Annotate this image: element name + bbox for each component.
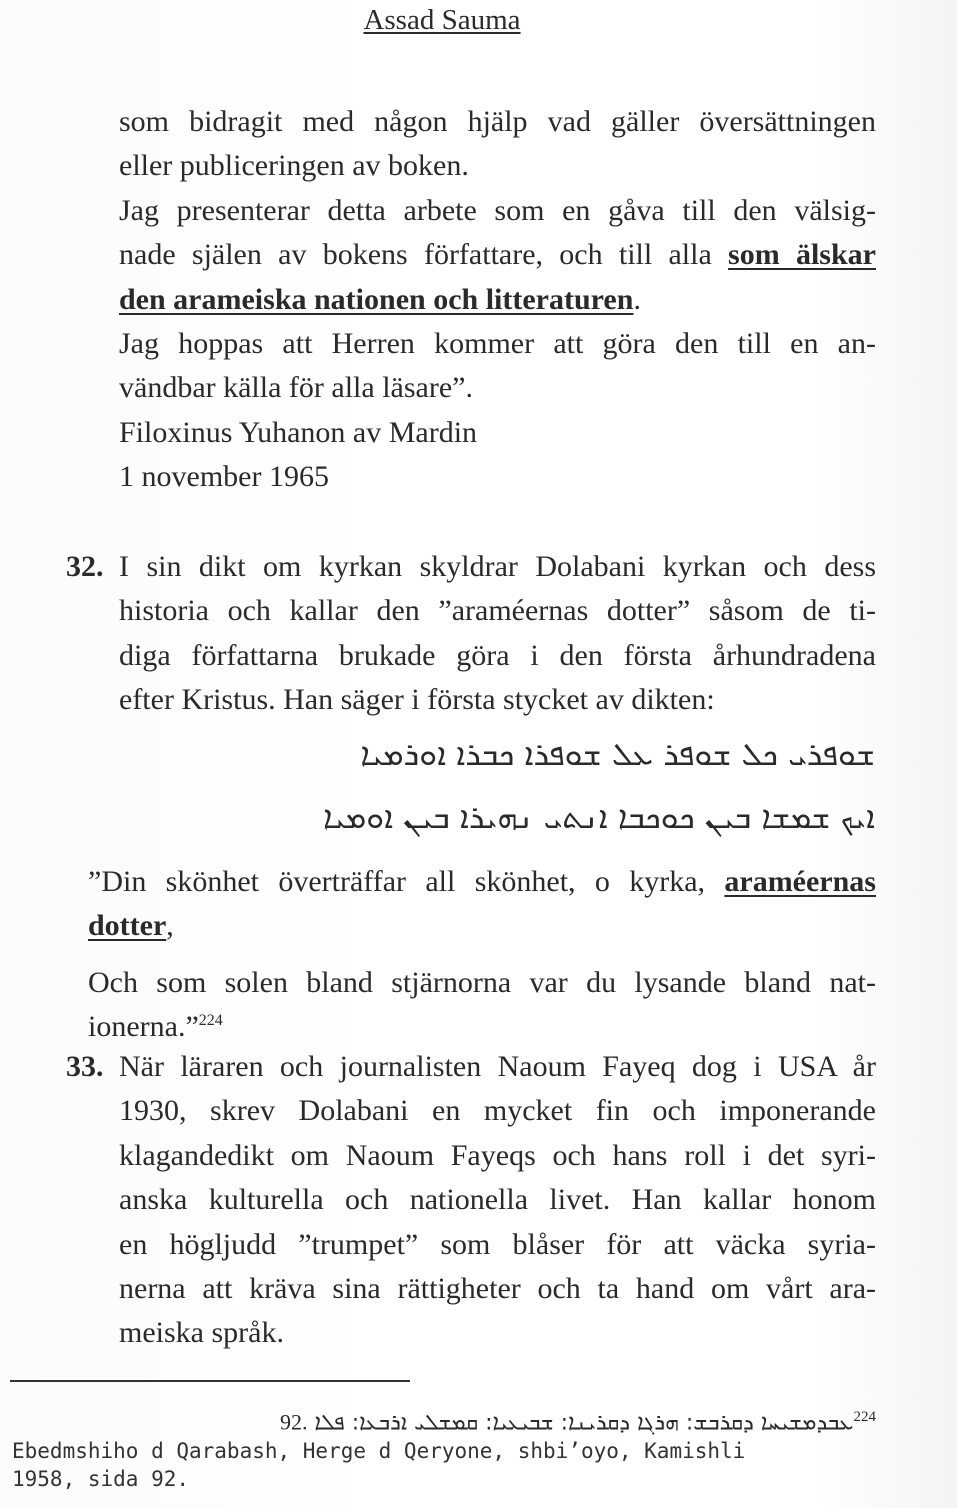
text-line: klagandedikt om Naoum Fayeqs och hans roll i det syri- <box>119 1138 876 1172</box>
text-line: anska kulturella och nationella livet. Han kallar honom <box>119 1183 876 1217</box>
text-line: historia och kallar den ”araméernas dotter” såsom de ti- <box>119 594 876 628</box>
running-head <box>0 2 884 38</box>
text-line: 1930, skrev Dolabani en mycket fin och imponerande <box>119 1094 876 1128</box>
text-line: eller publiceringen av boken. <box>119 149 469 183</box>
footnote-number: 224 <box>853 1409 876 1425</box>
text-line: som bidragit med någon hjälp vad gäller översättningen <box>119 105 876 138</box>
footnote-syriac-text: ܥܒܕܡܫܝܚܐ ܕܩܪܒܫ: ܗܪܓܐ ܕܩܪܝܢܐ: ܫܒܝܥܝܐ: ܩܡܫܠܝ ܐܪܒܥܐ: ܦܠܐ <box>314 1410 854 1436</box>
emphasis-underlined: den arameiska nationen och litteraturen <box>119 282 634 316</box>
footnote-divider <box>10 1380 410 1382</box>
text-line: När läraren och journalisten Naoum Fayeq dog i USA år <box>119 1050 876 1083</box>
text-line <box>88 904 876 948</box>
text-line: efter Kristus. Han säger i första stycket av dikten: <box>119 683 715 717</box>
item-32-paragraph <box>119 545 876 723</box>
text-fragment: ionerna.” <box>88 1010 199 1044</box>
intro-paragraph <box>119 100 876 500</box>
item-33-paragraph <box>119 1045 876 1356</box>
text-fragment: ”Din skönhet överträffar all skönhet, o kyrka, <box>88 865 725 898</box>
footnote-line: 1958, sida 92. <box>12 1467 190 1491</box>
text-line: Jag hoppas att Herren kommer att göra den till en an- <box>119 326 876 360</box>
item-number: 32. <box>66 550 104 583</box>
text-line: Jag presenterar detta arbete som en gåva till den välsig- <box>119 193 876 227</box>
running-title: Assad Sauma <box>363 4 521 36</box>
signature-date: 1 november 1965 <box>119 460 329 494</box>
emphasis-underlined: araméernas <box>724 865 876 898</box>
emphasis-underlined: som älskar <box>728 238 876 272</box>
text-line: nerna att kräva sina rättigheter och ta hand om vårt ara- <box>119 1271 876 1305</box>
text-line <box>88 1005 876 1049</box>
text-line <box>119 278 876 322</box>
text-line: vändbar källa för alla läsare”. <box>119 371 473 405</box>
emphasis-underlined: dotter <box>88 909 167 943</box>
text-line: en högljudd ”trumpet” som blåser för att väcka syria- <box>119 1227 876 1261</box>
syriac-verse-line: ܐܝܟ ܫܡܫܐ ܒܝܢ ܟܘܟܒܐ ܐܢܬܝ ܢܗܝܪܐ ܒܝܢ ܐܘܡܝܐ <box>322 798 875 836</box>
footnote-page-ref: .92 <box>280 1409 308 1435</box>
text-line: Och som solen bland stjärnorna var du lysande bland nat- <box>88 965 876 999</box>
text-fragment: nade själen av bokens författare, och till alla <box>119 238 729 272</box>
footnote-transliteration <box>12 1437 892 1493</box>
text-fragment: , <box>166 909 174 943</box>
signature-name: Filoxinus Yuhanon av Mardin <box>119 415 478 449</box>
verse-translation <box>88 860 876 1050</box>
text-line <box>88 860 876 904</box>
text-line: diga författarna brukade göra i den första århundradena <box>119 638 876 672</box>
footnote-line: Ebedmshiho d Qarabash, Herge d Qeryone, shbi’oyo, Kamishli <box>12 1439 746 1463</box>
text-line <box>119 233 876 277</box>
text-line: meiska språk. <box>119 1316 284 1350</box>
text-fragment: . <box>633 282 641 316</box>
footnote-syriac <box>14 1400 876 1440</box>
footnote-reference[interactable]: 224 <box>198 1012 223 1030</box>
text-line: I sin dikt om kyrkan skyldrar Dolabani kyrkan och dess <box>119 550 876 583</box>
syriac-verse-line: ܫܘܦܪܝ ܟܠ ܫܘܦܪ ܥܠ ܫܘܦܪܐ ܟܒܪܐ ܐܘܪܡܝܐ <box>360 735 875 773</box>
spacer <box>88 949 876 961</box>
item-number: 33. <box>66 1050 104 1083</box>
